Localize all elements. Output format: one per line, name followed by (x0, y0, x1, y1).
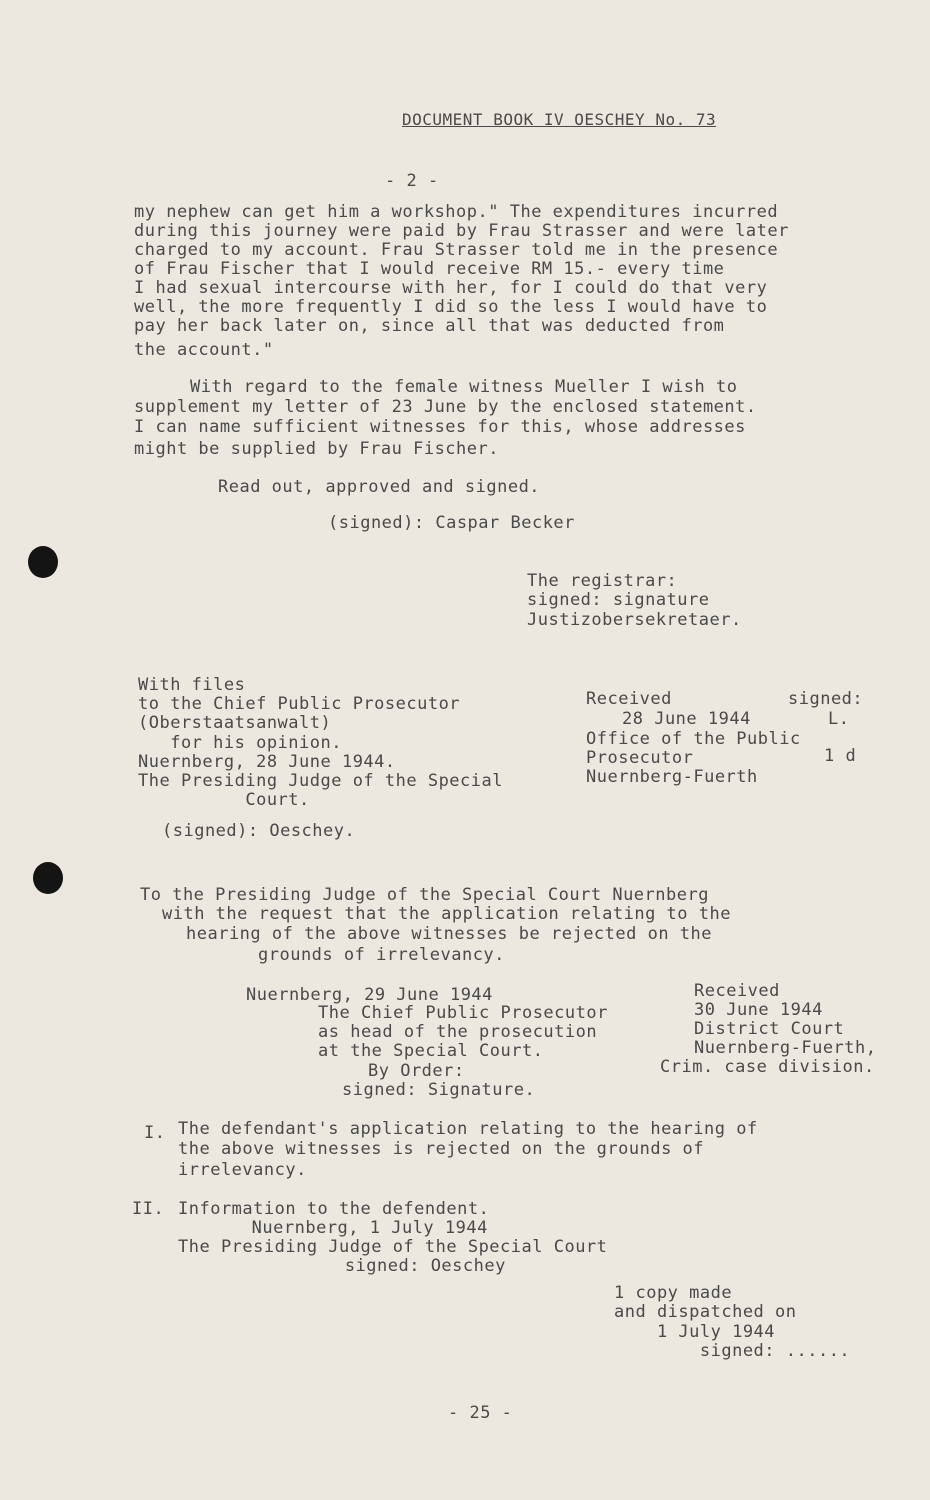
text-line: 1 July 1944 (614, 1322, 776, 1342)
text-line: signed: Signature. (342, 1080, 536, 1100)
text-line: grounds of irrelevancy. (258, 945, 505, 965)
text-line: The registrar: (527, 571, 678, 591)
read-out-line: Read out, approved and signed. (218, 477, 541, 497)
stamp-prosecutor: Prosecutor (586, 748, 694, 768)
text-line: 1 copy made (614, 1283, 733, 1303)
stamp-place: Nuernberg-Fuerth (586, 767, 758, 787)
text-line: The Presiding Judge of the Special (138, 771, 503, 791)
stamp-received: Received (586, 689, 672, 709)
text-line: the above witnesses is rejected on the grounds of (178, 1139, 705, 1159)
text-line: pay her back later on, since all that was deducted from (134, 316, 725, 336)
text-line: the account." (134, 340, 274, 360)
text-line: for his opinion. (138, 733, 342, 753)
text-line: charged to my account. Frau Strasser told me in the presence (134, 240, 779, 260)
text-line: The Presiding Judge of the Special Court (178, 1237, 608, 1257)
page-number: - 25 - (448, 1403, 513, 1423)
text-line: District Court (694, 1019, 845, 1039)
text-line: signed: signature (527, 590, 710, 610)
text-line: I had sexual intercourse with her, for I could do that very (134, 278, 768, 298)
text-line: irrelevancy. (178, 1160, 307, 1180)
text-line: Nuernberg, 1 July 1944 (198, 1218, 488, 1238)
stamp-initial: L. (828, 709, 850, 729)
text-line: might be supplied by Frau Fischer. (134, 439, 499, 459)
stamp-signed: signed: (788, 689, 864, 709)
item-number: I. (144, 1123, 166, 1143)
text-line: The Chief Public Prosecutor (318, 1003, 608, 1023)
text-line: my nephew can get him a workshop." The expenditures incurred (134, 202, 779, 222)
text-line: Crim. case division. (660, 1057, 875, 1077)
text-line: with the request that the application relating to the (162, 904, 731, 924)
text-line: The defendant's application relating to the hearing of (178, 1119, 758, 1139)
text-line: To the Presiding Judge of the Special Court Nuernberg (140, 885, 709, 905)
punch-hole (33, 862, 63, 894)
text-line: well, the more frequently I did so the less I would have to (134, 297, 768, 317)
text-line: With regard to the female witness Mueller I wish to (190, 377, 738, 397)
document-header: DOCUMENT BOOK IV OESCHEY No. 73 (402, 110, 717, 129)
text-line: during this journey were paid by Frau Strasser and were later (134, 221, 789, 241)
text-line: Received (694, 981, 780, 1001)
text-line: to the Chief Public Prosecutor (138, 694, 461, 714)
text-line: 30 June 1944 (694, 1000, 823, 1020)
text-line: signed: Oeschey (216, 1256, 506, 1276)
text-line: and dispatched on (614, 1302, 797, 1322)
text-line: as head of the prosecution (318, 1022, 598, 1042)
text-line: With files (138, 675, 246, 695)
signature-oeschey: (signed): Oeschey. (162, 821, 356, 841)
text-line: signed: ...... (614, 1341, 851, 1361)
punch-hole (28, 546, 58, 578)
text-line: at the Special Court. (318, 1041, 544, 1061)
text-line: By Order: (368, 1061, 465, 1081)
item-number: II. (132, 1199, 165, 1219)
text-line: Justizobersekretaer. (527, 610, 742, 630)
text-line: of Frau Fischer that I would receive RM 15.- every time (134, 259, 725, 279)
stamp-note: 1 d (824, 746, 857, 766)
signature-becker: (signed): Caspar Becker (328, 513, 575, 533)
page-marker: - 2 - (385, 171, 439, 191)
text-line: Court. (138, 790, 310, 810)
text-line: supplement my letter of 23 June by the enclosed statement. (134, 397, 757, 417)
stamp-office: Office of the Public (586, 729, 801, 749)
text-line: (Oberstaatsanwalt) (138, 713, 332, 733)
text-line: Nuernberg-Fuerth, (694, 1038, 877, 1058)
text-line: I can name sufficient witnesses for this, whose addresses (134, 417, 746, 437)
text-line: Information to the defendent. (178, 1199, 490, 1219)
stamp-date: 28 June 1944 (622, 709, 751, 729)
text-line: Nuernberg, 28 June 1944. (138, 752, 396, 772)
text-line: hearing of the above witnesses be rejected on the (186, 924, 713, 944)
text-line: Nuernberg, 29 June 1944 (246, 985, 493, 1005)
